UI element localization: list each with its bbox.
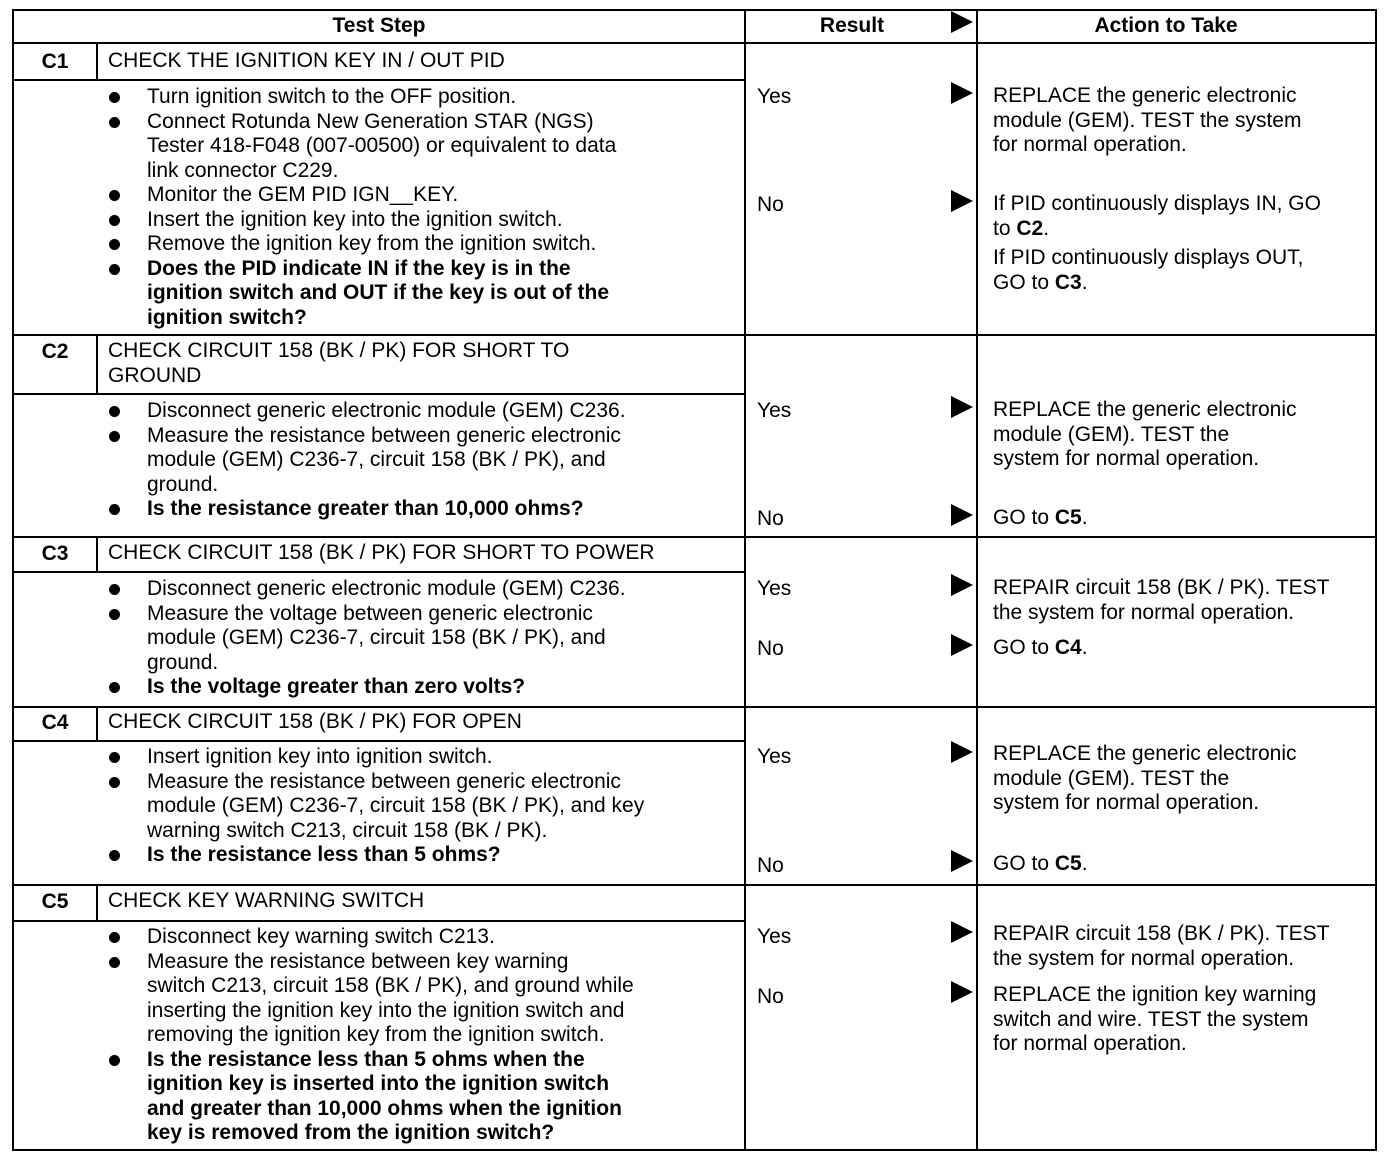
action-line: system for normal operation.	[993, 791, 1260, 814]
step-title-line: CHECK CIRCUIT 158 (BK / PK) FOR OPEN	[108, 710, 522, 733]
step-bullets	[109, 745, 644, 868]
bullet-icon	[109, 431, 120, 442]
step-title	[108, 49, 505, 74]
header-result: Result	[819, 14, 885, 37]
step-instruction-line: module (GEM) C236-7, circuit 158 (BK / PK), and key	[147, 794, 645, 817]
result-label: No	[757, 985, 784, 1008]
step-divider	[12, 334, 1377, 336]
bullet-icon	[109, 957, 120, 968]
step-instruction-line: Connect Rotunda New Generation STAR (NGS)	[109, 110, 616, 135]
action-line: REPAIR circuit 158 (BK / PK). TEST	[993, 922, 1330, 945]
step-question-line: Does the PID indicate IN if the key is in the	[109, 257, 616, 282]
step-question-line: ignition key is inserted into the ignition switch	[147, 1072, 610, 1095]
step-instruction-line: Measure the voltage between generic electronic	[109, 602, 626, 627]
action-line: REPLACE the ignition key warning	[993, 983, 1317, 1006]
action-line: GO to C4.	[993, 636, 1088, 659]
action-line: If PID continuously displays IN, GO	[993, 192, 1321, 215]
step-instruction-line: Disconnect generic electronic module (GEM) C236.	[109, 399, 626, 424]
step-instruction-line: Insert ignition key into ignition switch.	[109, 745, 644, 770]
step-code: C3	[41, 542, 69, 565]
result-label: Yes	[757, 925, 792, 948]
bullet-icon	[109, 584, 120, 595]
step-question-line: and greater than 10,000 ohms when the ignition	[147, 1096, 622, 1120]
step-code-divider	[96, 42, 98, 79]
step-question-line: Is the resistance greater than 10,000 ohms?	[109, 497, 626, 522]
bullet-icon	[109, 682, 120, 693]
step-divider	[12, 536, 1377, 538]
step-code-divider	[96, 706, 98, 740]
step-bullets	[109, 399, 626, 522]
step-reference: C5	[1054, 506, 1082, 529]
step-instruction-line: Disconnect generic electronic module (GEM) C236.	[109, 577, 626, 602]
result-arrow-icon	[951, 634, 973, 656]
action-text	[993, 506, 1088, 531]
action-text	[993, 636, 1088, 661]
action-line: for normal operation.	[993, 133, 1187, 156]
step-title-divider	[12, 79, 745, 81]
result-arrow-icon	[951, 850, 973, 872]
bullet-icon	[109, 932, 120, 943]
step-instruction-line: Measure the resistance between generic electronic	[109, 424, 626, 449]
step-question-line: ignition switch and OUT if the key is out of the	[147, 281, 610, 304]
step-code: C2	[41, 340, 69, 363]
step-title	[108, 710, 522, 735]
step-instruction-line: Measure the resistance between generic electronic	[109, 770, 644, 795]
header-test-step: Test Step	[332, 14, 426, 37]
step-bullets	[109, 577, 626, 700]
step-title-line: CHECK CIRCUIT 158 (BK / PK) FOR SHORT TO POWER	[108, 541, 655, 564]
step-code: C5	[41, 890, 69, 913]
action-line: for normal operation.	[993, 1032, 1187, 1055]
result-label: Yes	[757, 85, 792, 108]
step-instruction-line: removing the ignition key from the ignition switch.	[147, 1023, 605, 1046]
step-question-line: Is the voltage greater than zero volts?	[109, 675, 626, 700]
step-question-line: key is removed from the ignition switch?	[147, 1121, 555, 1144]
action-line: REPLACE the generic electronic	[993, 84, 1297, 107]
step-instruction-line: Measure the resistance between key warning	[109, 950, 634, 975]
action-line: REPLACE the generic electronic	[993, 398, 1297, 421]
bullet-icon	[109, 850, 120, 861]
header-divider	[12, 42, 1377, 44]
header-action: Action to Take	[1094, 14, 1238, 37]
step-instruction-line: switch C213, circuit 158 (BK / PK), and ground while	[147, 974, 634, 997]
bullet-icon	[109, 609, 120, 620]
action-text	[993, 742, 1297, 816]
result-label: No	[757, 637, 784, 660]
bullet-icon	[109, 777, 120, 788]
action-text	[993, 852, 1088, 877]
step-instruction-line: Monitor the GEM PID IGN__KEY.	[109, 183, 616, 208]
step-instruction-line: Turn ignition switch to the OFF position.	[109, 85, 616, 110]
bullet-icon	[109, 190, 120, 201]
step-reference: C2	[1016, 216, 1044, 240]
step-question-line: Is the resistance less than 5 ohms?	[109, 843, 644, 868]
action-line: system for normal operation.	[993, 447, 1260, 470]
table-top-border	[12, 9, 1377, 11]
step-instruction-line: module (GEM) C236-7, circuit 158 (BK / PK), and	[147, 448, 606, 471]
step-instruction-line: ground.	[147, 472, 219, 496]
result-column-divider	[744, 9, 746, 1151]
bullet-icon	[109, 215, 120, 226]
step-question-line: ignition switch?	[147, 305, 307, 329]
step-instruction-line: Remove the ignition key from the ignition switch.	[109, 232, 616, 257]
step-title-divider	[12, 571, 745, 573]
action-text	[993, 983, 1316, 1057]
result-arrow-icon	[951, 741, 973, 763]
result-label: Yes	[757, 745, 792, 768]
step-title-line: GROUND	[108, 363, 202, 387]
step-reference: C4	[1054, 636, 1082, 659]
bullet-icon	[109, 1055, 120, 1066]
action-line: If PID continuously displays OUT,	[993, 246, 1304, 269]
step-title	[108, 889, 424, 914]
result-arrow-icon	[951, 921, 973, 943]
step-instruction-line: link connector C229.	[147, 158, 339, 182]
action-line: GO to C5.	[993, 852, 1088, 875]
table-left-border	[12, 9, 14, 1151]
action-line: REPAIR circuit 158 (BK / PK). TEST	[993, 576, 1330, 599]
step-code: C1	[41, 50, 69, 73]
action-text	[993, 922, 1329, 971]
result-label: No	[757, 854, 784, 877]
bullet-icon	[109, 92, 120, 103]
bullet-icon	[109, 752, 120, 763]
action-text	[993, 576, 1329, 625]
table-bottom-border	[12, 1149, 1377, 1151]
result-label: Yes	[757, 577, 792, 600]
step-title-line: CHECK THE IGNITION KEY IN / OUT PID	[108, 49, 505, 72]
step-code-divider	[96, 536, 98, 571]
action-text	[993, 84, 1301, 158]
action-line: GO to C3.	[993, 270, 1088, 294]
step-instruction-line: warning switch C213, circuit 158 (BK / PK).	[147, 818, 548, 842]
action-line: switch and wire. TEST the system	[993, 1007, 1309, 1031]
action-text	[993, 192, 1321, 295]
result-label: Yes	[757, 399, 792, 422]
result-arrow-icon	[951, 190, 973, 212]
step-title	[108, 339, 569, 388]
action-column-divider	[976, 9, 978, 1151]
step-title-divider	[12, 920, 745, 922]
table-right-border	[1375, 9, 1377, 1151]
step-divider	[12, 884, 1377, 886]
action-line: the system for normal operation.	[993, 600, 1295, 624]
step-instruction-line: Tester 418-F048 (007-00500) or equivalent to data	[147, 134, 617, 157]
bullet-icon	[109, 239, 120, 250]
step-code: C4	[41, 711, 69, 734]
step-instruction-line: ground.	[147, 650, 219, 674]
step-title-divider	[12, 740, 745, 742]
result-arrow-icon	[951, 574, 973, 596]
step-instruction-line: Disconnect key warning switch C213.	[109, 925, 634, 950]
result-arrow-icon	[951, 981, 973, 1003]
step-divider	[12, 706, 1377, 708]
step-instruction-line: module (GEM) C236-7, circuit 158 (BK / PK), and	[147, 626, 606, 649]
action-line: module (GEM). TEST the	[993, 422, 1230, 446]
bullet-icon	[109, 504, 120, 515]
result-label: No	[757, 507, 784, 530]
step-code-divider	[96, 884, 98, 920]
step-code-divider	[96, 334, 98, 393]
result-arrow-icon	[951, 504, 973, 526]
step-instruction-line: inserting the ignition key into the ignition switch and	[147, 998, 625, 1022]
action-line: to C2.	[993, 216, 1050, 240]
step-bullets	[109, 85, 616, 330]
action-text	[993, 398, 1297, 472]
step-title-divider	[12, 393, 745, 395]
action-line: REPLACE the generic electronic	[993, 742, 1297, 765]
bullet-icon	[109, 406, 120, 417]
step-reference: C5	[1054, 852, 1082, 875]
step-bullets	[109, 925, 634, 1146]
step-title-line: CHECK KEY WARNING SWITCH	[108, 889, 425, 912]
header-arrow-icon	[951, 11, 973, 33]
result-arrow-icon	[951, 396, 973, 418]
action-line: the system for normal operation.	[993, 946, 1295, 970]
action-line: GO to C5.	[993, 506, 1088, 529]
result-label: No	[757, 193, 784, 216]
action-line: module (GEM). TEST the system	[993, 108, 1302, 132]
bullet-icon	[109, 264, 120, 275]
step-question-line: Is the resistance less than 5 ohms when the	[109, 1048, 634, 1073]
action-line: module (GEM). TEST the	[993, 766, 1230, 790]
step-reference: C3	[1054, 270, 1082, 294]
step-instruction-line: Insert the ignition key into the ignition switch.	[109, 208, 616, 233]
result-arrow-icon	[951, 82, 973, 104]
step-title	[108, 541, 655, 566]
bullet-icon	[109, 117, 120, 128]
step-title-line: CHECK CIRCUIT 158 (BK / PK) FOR SHORT TO	[108, 339, 570, 362]
